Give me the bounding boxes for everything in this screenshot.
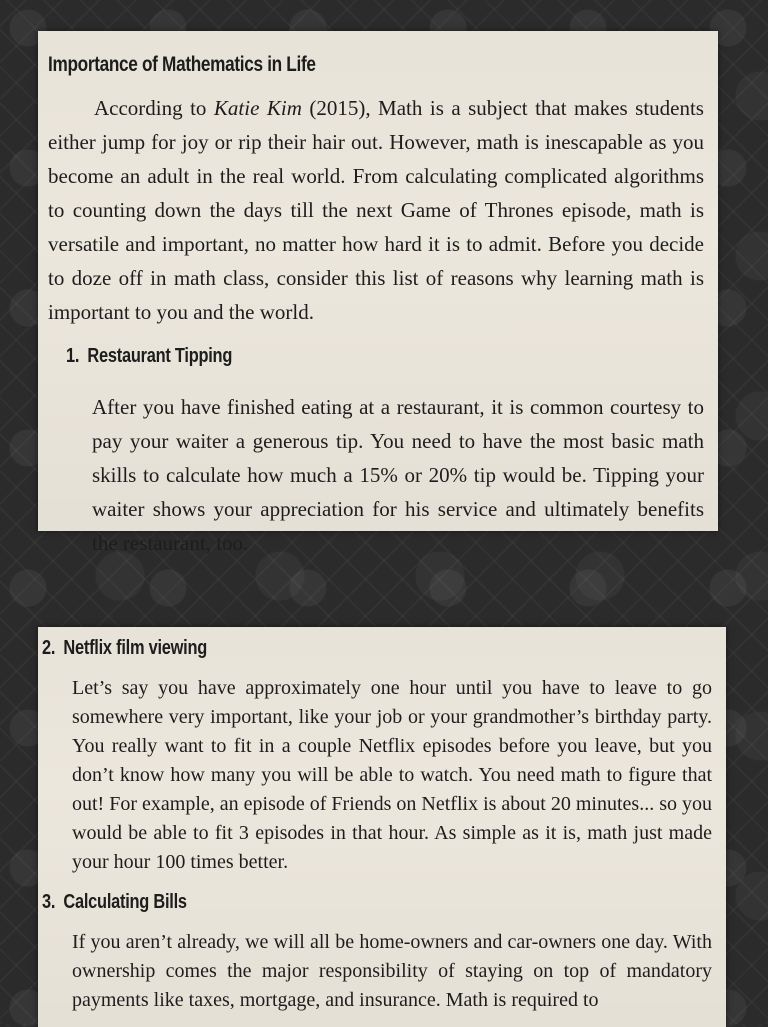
intro-text-rest: (2015), Math is a subject that makes students either jump for joy or rip their hair out. However, math is inescapable as you become an adult in the real world. From calculating complicated algorithms to counting down the days till the next Game of Thrones episode, math is versatile and important, no matter how hard it is to admit. Before you decide to doze off in math class, consider this list of reasons why learning math is important to you and the world. — [48, 96, 704, 324]
document-page-top — [38, 31, 718, 555]
intro-author: Katie Kim — [213, 96, 302, 120]
section-title: Restaurant Tipping — [87, 345, 233, 367]
document-title: Importance of Mathematics in Life — [48, 53, 316, 76]
intro-paragraph — [48, 91, 704, 329]
section-heading-restaurant-tipping — [66, 345, 589, 368]
section-number: 3. — [42, 891, 56, 913]
document-page-bottom — [38, 627, 726, 1027]
intro-text-start: According to — [94, 96, 214, 120]
section-number: 2. — [42, 637, 56, 659]
section-body-restaurant-tipping: After you have finished eating at a restaurant, it is common courtesy to pay your waiter a generous tip. You need to have the most basic math skills to calculate how much a 15% or 20% tip would be. Tipping your waiter shows your appreciation for his service and ultimately benefits the restaurant, too. — [92, 395, 704, 555]
section-title: Netflix film viewing — [63, 637, 208, 659]
section-number: 1. — [66, 345, 80, 367]
section-title: Calculating Bills — [63, 891, 187, 913]
section-heading-netflix — [42, 637, 591, 660]
section-heading-calculating-bills — [42, 891, 591, 914]
section-body-calculating-bills: If you aren’t already, we will all be home-owners and car-owners one day. With ownership comes the major responsibility of staying on top of mandatory payments like taxes, mortgage, and insurance. Math is required to — [72, 931, 712, 1011]
section-body-netflix: Let’s say you have approximately one hour until you have to leave to go somewhere very important, like your job or your grandmother’s birthday party. You really want to fit in a couple Netflix episodes before you leave, but you don’t know how many you will be able to watch. You need math to figure that out! For example, an episode of Friends on Netflix is about 20 minutes... so you would be able to fit 3 episodes in that hour. As simple as it is, math just made your hour 100 times better. — [72, 677, 712, 873]
